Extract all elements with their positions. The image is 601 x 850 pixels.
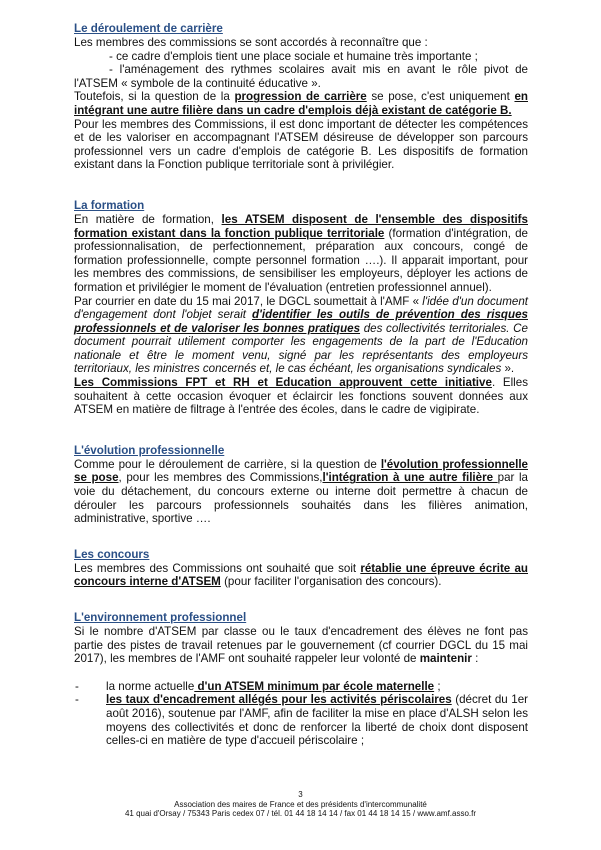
section-heading-environnement: L'environnement professionnel xyxy=(74,611,247,624)
text-run: se pose, c'est uniquement xyxy=(366,90,515,104)
text-run: Si le nombre d'ATSEM par classe ou le taux d'encadrement des élèves ne font pas partie des pistes de travail retenues par le gouvernement (cf courrier DGCL du 15 mai 2017), les membres de l'AMF ont souhaité rappeler leur volonté de xyxy=(74,625,528,666)
spacer xyxy=(74,526,528,548)
text-run: (décret du 1er août 2016), soutenue par l'AMF, afin de faciliter la mise en place d'ALSH selon les moyens des collectivités et donc de renforcer la liberté de choix dont disposent celles-ci en matière de type d'accueil périscolaire ; xyxy=(106,693,529,748)
list-item xyxy=(74,693,528,747)
spacer xyxy=(74,666,528,680)
concours-paragraph-1 xyxy=(74,562,528,589)
quote-run: l'idée d'un document d'engagement dont l'objet serait xyxy=(74,294,528,322)
list-item xyxy=(74,680,528,694)
spacer xyxy=(74,417,528,444)
carriere-item-2-text: - l'aménagement des rythmes scolaires avait mis en avant le rôle pivot de l'ATSEM « symbole de la continuité éducative ». xyxy=(74,63,528,90)
text-run: , pour les membres des Commissions, xyxy=(118,471,323,485)
dash-bullet: - xyxy=(75,679,79,693)
text-run: ; xyxy=(434,679,441,693)
emphasis-dispositifs: les ATSEM disposent de l'ensemble des dispositifs formation existant dans la fonction publique territoriale xyxy=(74,212,528,240)
emphasis-maintenir: maintenir xyxy=(419,652,472,666)
footer-address: 41 quai d'Orsay / 75343 Paris cedex 07 / tél. 01 44 18 14 14 / fax 01 44 18 14 15 / www.amf.asso.fr xyxy=(124,809,477,818)
emphasis-outils: d'identifier les outils de prévention des risques professionnels et de valoriser les bonnes pratiques xyxy=(74,308,528,335)
text-run: par la voie du détachement, du concours externe ou interne doit permettre à chacun de dérouler les parcours professionnels souhaités dans les filières animation, administrative, sportive …. xyxy=(74,471,528,526)
emphasis-filiere: l'intégration à une autre filière xyxy=(322,471,498,485)
carriere-paragraph-2 xyxy=(74,90,528,117)
text-run: . Elles souhaitent à cette occasion évoquer et éclaircir les fonctions souvent données aux ATSEM en matière de filtrage à l'entrée des écoles, dans le cadre de vigipirate. xyxy=(74,376,528,417)
text-run: la norme actuelle xyxy=(106,679,195,693)
emphasis-atsem-minimum: d'un ATSEM minimum par école maternelle xyxy=(194,679,435,693)
emphasis-integration: en intégrant une autre filière dans un cadre d'emplois déjà existant de catégorie B. xyxy=(74,90,528,117)
document-page xyxy=(74,22,528,748)
formation-paragraph-1 xyxy=(74,213,528,295)
spacer xyxy=(74,172,528,199)
text-run: Comme pour le déroulement de carrière, si la question de xyxy=(74,457,381,471)
environnement-list xyxy=(74,680,528,748)
text-run: (pour faciliter l'organisation des concours). xyxy=(220,575,442,589)
dash-bullet: - xyxy=(75,693,79,707)
page-number: 3 xyxy=(298,790,303,799)
emphasis-epreuve: rétablie une épreuve écrite au concours interne d'ATSEM xyxy=(74,561,528,589)
footer-organization: Association des maires de France et des présidents d'intercommunalité xyxy=(174,799,427,809)
carriere-item-1: - ce cadre d'emplois tient une place sociale et humaine très importante ; xyxy=(109,49,478,63)
carriere-item-2 xyxy=(74,63,528,90)
section-heading-carriere: Le déroulement de carrière xyxy=(74,22,223,35)
section-heading-concours: Les concours xyxy=(74,547,150,561)
text-run: Par courrier en date du 15 mai 2017, le DGCL soumettait à l'AMF « xyxy=(74,294,423,308)
environnement-paragraph-1 xyxy=(74,625,528,666)
quote-run: des collectivités territoriales. Ce document pourrait utilement comporter les engagements de la part de l'Education nationale et être le moment venu, signé par les représentants des employeurs territoriaux, les ministres concernés et, le cas échéant, les organisations syndicales xyxy=(74,321,528,376)
evolution-paragraph-1 xyxy=(74,458,528,526)
carriere-intro: Les membres des commissions se sont accordés à reconnaître que : xyxy=(74,36,428,49)
section-heading-evolution: L'évolution professionnelle xyxy=(74,443,225,457)
section-heading-formation: La formation xyxy=(74,198,145,212)
text-run: : xyxy=(471,652,479,666)
text-run: ». xyxy=(501,362,515,376)
spacer xyxy=(74,589,528,611)
formation-paragraph-3 xyxy=(74,376,528,417)
text-run: En matière de formation, xyxy=(74,212,222,226)
text-run: (formation d'intégration, de professionnalisation, de perfectionnement, préparation aux concours, congé de formation professionnelle, compte personnel formation ….). Il apparait important, pour les membres des commissions, de sensibiliser les employeurs, déployer les actions de formation et privilégier le moment de l'évaluation (entretien professionnel annuel). xyxy=(74,226,528,294)
emphasis-evolution: l'évolution professionnelle se pose xyxy=(74,457,529,485)
text-run: Les membres des Commissions ont souhaité que soit xyxy=(74,561,361,575)
carriere-paragraph-3: Pour les membres des Commissions, il est donc important de détecter les compétences et de les valoriser en accompagnant l'ATSEM désireuse de développer son parcours professionnel vers un cadre d'emplois de catégorie B. Les dispositifs de formation existant dans la Fonction publique territoriale sont à privilégier. xyxy=(74,117,528,172)
page-footer xyxy=(0,790,601,819)
emphasis-taux-encadrement: les taux d'encadrement allégés pour les activités périscolaires xyxy=(106,693,452,707)
formation-paragraph-2 xyxy=(74,295,528,377)
emphasis-approuvent: Les Commissions FPT et RH et Education approuvent cette initiative xyxy=(74,376,492,390)
text-run: Toutefois, si la question de la xyxy=(74,90,235,104)
emphasis-progression: progression de carrière xyxy=(234,90,367,104)
